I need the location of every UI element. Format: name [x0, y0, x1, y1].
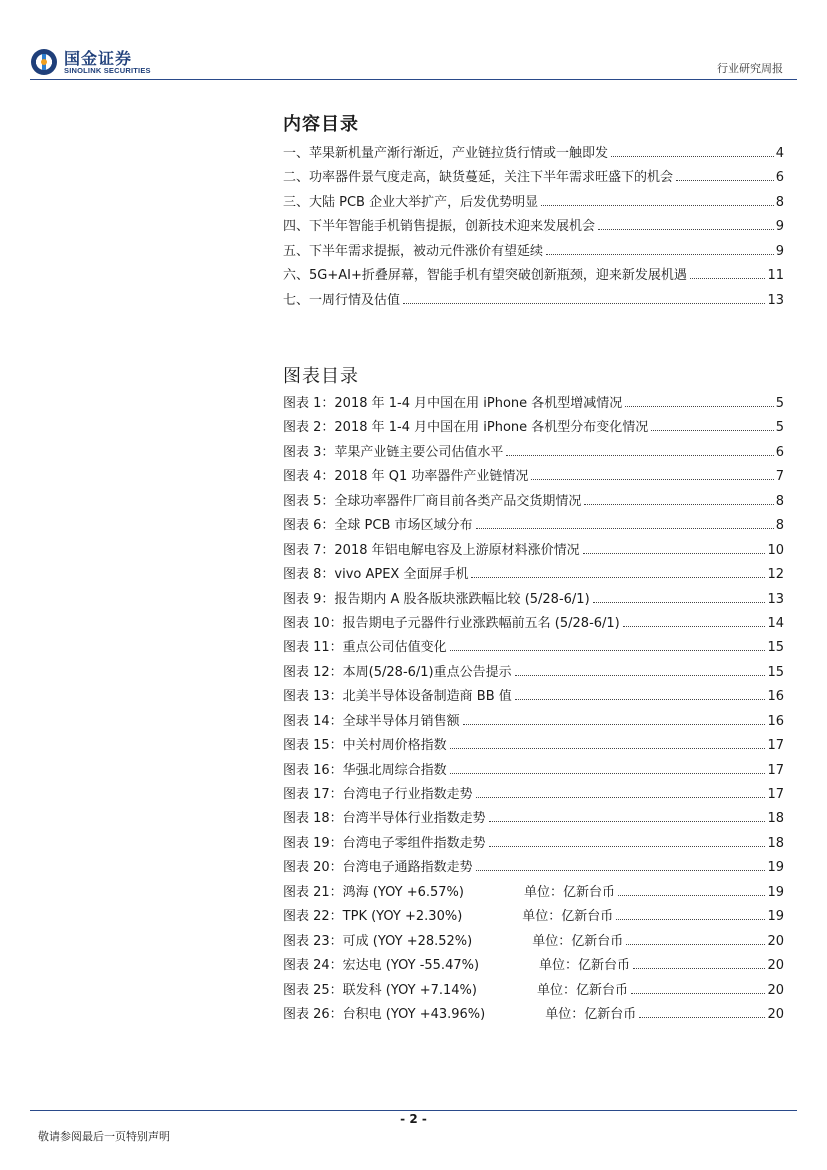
dot-leader — [631, 993, 765, 994]
figure-entry[interactable] — [283, 905, 784, 929]
figure-entry-page: 20 — [767, 1006, 784, 1022]
toc-entry-title: 一、苹果新机量产渐行渐近，产业链拉货行情或一触即发 — [283, 146, 609, 161]
figure-entry[interactable] — [283, 734, 784, 758]
figure-entry[interactable] — [283, 539, 784, 563]
toc-list — [283, 142, 784, 313]
figure-entry-title: 图表 12：本周(5/28-6/1)重点公告提示 — [283, 664, 512, 680]
brand-name-en: SINOLINK SECURITIES — [64, 66, 151, 75]
figure-entry-page: 6 — [775, 444, 784, 460]
figure-entry[interactable] — [283, 661, 784, 685]
header-divider — [30, 79, 797, 80]
toc-entry[interactable] — [283, 240, 784, 264]
footer-divider — [30, 1110, 797, 1111]
figure-entry-page: 12 — [767, 567, 784, 583]
figure-entry[interactable] — [283, 416, 784, 440]
dot-leader — [476, 870, 766, 871]
figure-entry-unit: 单位：亿新台币 — [532, 933, 624, 949]
figure-entry-title: 图表 3：苹果产业链主要公司估值水平 — [283, 444, 504, 460]
dot-leader — [690, 278, 766, 279]
figure-entry-page: 16 — [767, 689, 784, 705]
figure-entry[interactable] — [283, 710, 784, 734]
figure-entry-page: 20 — [767, 933, 784, 949]
figure-entry-page: 19 — [767, 909, 784, 925]
figure-entry-title: 图表 2：2018 年 1-4 月中国在用 iPhone 各机型分布变化情况 — [283, 420, 649, 436]
dot-leader — [611, 156, 774, 157]
figure-entry[interactable] — [283, 979, 784, 1003]
figure-entry[interactable] — [283, 954, 784, 978]
dot-leader — [618, 895, 765, 896]
dot-leader — [593, 602, 766, 603]
toc-entry[interactable] — [283, 191, 784, 215]
dot-leader — [598, 229, 774, 230]
figure-entry-title: 图表 4：2018 年 Q1 功率器件产业链情况 — [283, 469, 529, 485]
figure-entry-page: 18 — [767, 835, 784, 851]
toc-entry[interactable] — [283, 166, 784, 190]
figure-entry-page: 7 — [775, 469, 784, 485]
figure-entry[interactable] — [283, 783, 784, 807]
toc-entry-page: 4 — [775, 146, 784, 161]
report-type-label: 行业研究周报 — [717, 62, 783, 75]
figure-entry[interactable] — [283, 465, 784, 489]
figure-entry[interactable] — [283, 392, 784, 416]
figure-entry-page: 5 — [775, 396, 784, 411]
dot-leader — [450, 748, 766, 749]
figure-entry[interactable] — [283, 514, 784, 538]
page-number: - 2 - — [400, 1112, 427, 1126]
figure-entry-title: 图表 17：台湾电子行业指数走势 — [283, 787, 473, 802]
figure-entry-title: 图表 21：鸿海 (YOY +6.57%) — [283, 884, 464, 900]
dot-leader — [476, 797, 766, 798]
figure-entry-page: 18 — [767, 811, 784, 827]
figure-entry-page: 19 — [767, 884, 784, 900]
figure-entry[interactable] — [283, 612, 784, 636]
figure-entry[interactable] — [283, 441, 784, 465]
toc-entry-page: 13 — [767, 292, 784, 308]
figure-entry-title: 图表 6：全球 PCB 市场区域分布 — [283, 518, 473, 534]
dot-leader — [471, 577, 765, 578]
dot-leader — [489, 821, 766, 822]
dot-leader — [625, 406, 773, 407]
toc-entry[interactable] — [283, 264, 784, 288]
dot-leader — [403, 303, 765, 304]
toc-entry[interactable] — [283, 215, 784, 239]
figure-entry[interactable] — [283, 759, 784, 783]
dot-leader — [583, 553, 766, 554]
figure-entry-page: 14 — [767, 615, 784, 631]
dot-leader — [506, 455, 773, 456]
figure-entry-title: 图表 1：2018 年 1-4 月中国在用 iPhone 各机型增减情况 — [283, 396, 623, 411]
toc-entry[interactable] — [283, 142, 784, 166]
figure-entry-unit: 单位：亿新台币 — [536, 982, 628, 998]
figure-entry-page: 15 — [767, 640, 784, 656]
dot-leader — [450, 650, 766, 651]
sinolink-logo-icon — [30, 48, 58, 76]
dot-leader — [515, 699, 766, 700]
figure-entry-page: 19 — [767, 860, 784, 876]
toc-entry-title: 七、一周行情及估值 — [283, 292, 401, 308]
figure-index-list — [283, 392, 784, 1027]
dot-leader — [623, 626, 766, 627]
figure-entry[interactable] — [283, 563, 784, 587]
dot-leader — [531, 479, 773, 480]
toc-entry-title: 二、功率器件景气度走高，缺货蔓延，关注下半年需求旺盛下的机会 — [283, 170, 674, 186]
figure-entry-title: 图表 20：台湾电子通路指数走势 — [283, 860, 473, 876]
figure-entry-page: 8 — [775, 493, 784, 509]
dot-leader — [584, 504, 773, 505]
figure-entry-title: 图表 10：报告期电子元器件行业涨跌幅前五名 (5/28-6/1) — [283, 615, 620, 631]
figure-entry-page: 20 — [767, 982, 784, 998]
figure-entry-title: 图表 16：华强北周综合指数 — [283, 762, 447, 778]
figure-entry-title: 图表 9：报告期内 A 股各版块涨跌幅比较 (5/28-6/1) — [283, 591, 590, 607]
figure-entry-page: 17 — [767, 787, 784, 802]
figure-entry-unit: 单位：亿新台币 — [523, 884, 615, 900]
toc-entry-page: 9 — [775, 219, 784, 235]
footer-disclaimer: 敬请参阅最后一页特别声明 — [38, 1130, 170, 1143]
figure-entry[interactable] — [283, 685, 784, 709]
figure-index-heading: 图表目录 — [283, 366, 359, 387]
figure-entry-page: 17 — [767, 762, 784, 778]
figure-entry-title: 图表 22：TPK (YOY +2.30%) — [283, 909, 463, 925]
page-header — [0, 0, 827, 80]
toc-entry-page: 9 — [775, 243, 784, 259]
figure-entry[interactable] — [283, 490, 784, 514]
figure-entry-unit: 单位：亿新台币 — [539, 958, 631, 974]
dot-leader — [546, 254, 774, 255]
figure-entry-title: 图表 14：全球半导体月销售额 — [283, 713, 460, 729]
toc-entry-title: 五、下半年需求提振，被动元件涨价有望延续 — [283, 243, 544, 259]
figure-entry-title: 图表 11：重点公司估值变化 — [283, 640, 447, 656]
figure-entry-title: 图表 23：可成 (YOY +28.52%) — [283, 933, 473, 949]
dot-leader — [476, 528, 774, 529]
figure-entry-page: 20 — [767, 958, 784, 974]
figure-entry-page: 16 — [767, 713, 784, 729]
toc-entry-page: 8 — [775, 194, 784, 210]
figure-entry-title: 图表 26：台积电 (YOY +43.96%) — [283, 1006, 486, 1022]
toc-entry-title: 六、5G+AI+折叠屏幕，智能手机有望突破创新瓶颈，迎来新发展机遇 — [283, 268, 687, 284]
figure-entry[interactable] — [283, 881, 784, 905]
figure-entry-page: 5 — [775, 420, 784, 436]
figure-entry-title: 图表 25：联发科 (YOY +7.14%) — [283, 982, 477, 998]
dot-leader — [676, 180, 774, 181]
figure-entry[interactable] — [283, 636, 784, 660]
figure-entry-title: 图表 19：台湾电子零组件指数走势 — [283, 835, 486, 851]
figure-entry-title: 图表 5：全球功率器件厂商目前各类产品交货期情况 — [283, 493, 582, 509]
dot-leader — [651, 430, 773, 431]
dot-leader — [639, 1017, 765, 1018]
dot-leader — [515, 675, 766, 676]
figure-entry-title: 图表 13：北美半导体设备制造商 BB 值 — [283, 689, 512, 705]
dot-leader — [463, 724, 766, 725]
figure-entry-page: 17 — [767, 738, 784, 754]
dot-leader — [633, 968, 765, 969]
toc-entry-title: 三、大陆 PCB 企业大举扩产，后发优势明显 — [283, 194, 539, 210]
brand-name-cn: 国金证券 — [64, 49, 133, 68]
toc-heading: 内容目录 — [283, 114, 359, 135]
figure-entry[interactable] — [283, 832, 784, 856]
figure-entry-title: 图表 8：vivo APEX 全面屏手机 — [283, 567, 469, 583]
figure-entry-unit: 单位：亿新台币 — [522, 909, 614, 925]
dot-leader — [626, 944, 765, 945]
figure-entry-title: 图表 24：宏达电 (YOY -55.47%) — [283, 958, 480, 974]
dot-leader — [616, 919, 765, 920]
dot-leader — [541, 205, 774, 206]
figure-entry[interactable] — [283, 588, 784, 612]
figure-entry-page: 13 — [767, 591, 784, 607]
figure-entry-page: 8 — [775, 518, 784, 534]
figure-entry[interactable] — [283, 856, 784, 880]
figure-entry-title: 图表 18：台湾半导体行业指数走势 — [283, 811, 486, 827]
toc-entry-page: 6 — [775, 170, 784, 186]
figure-entry-page: 15 — [767, 664, 784, 680]
figure-entry[interactable] — [283, 930, 784, 954]
toc-entry-title: 四、下半年智能手机销售提振，创新技术迎来发展机会 — [283, 219, 596, 235]
figure-entry-unit: 单位：亿新台币 — [545, 1006, 637, 1022]
toc-entry[interactable] — [283, 289, 784, 313]
figure-entry-title: 图表 15：中关村周价格指数 — [283, 738, 447, 754]
dot-leader — [489, 846, 766, 847]
figure-entry-title: 图表 7：2018 年铝电解电容及上游原材料涨价情况 — [283, 542, 580, 558]
dot-leader — [450, 773, 766, 774]
figure-entry[interactable] — [283, 1003, 784, 1027]
toc-entry-page: 11 — [767, 268, 784, 284]
figure-entry-page: 10 — [767, 542, 784, 558]
figure-entry[interactable] — [283, 807, 784, 831]
